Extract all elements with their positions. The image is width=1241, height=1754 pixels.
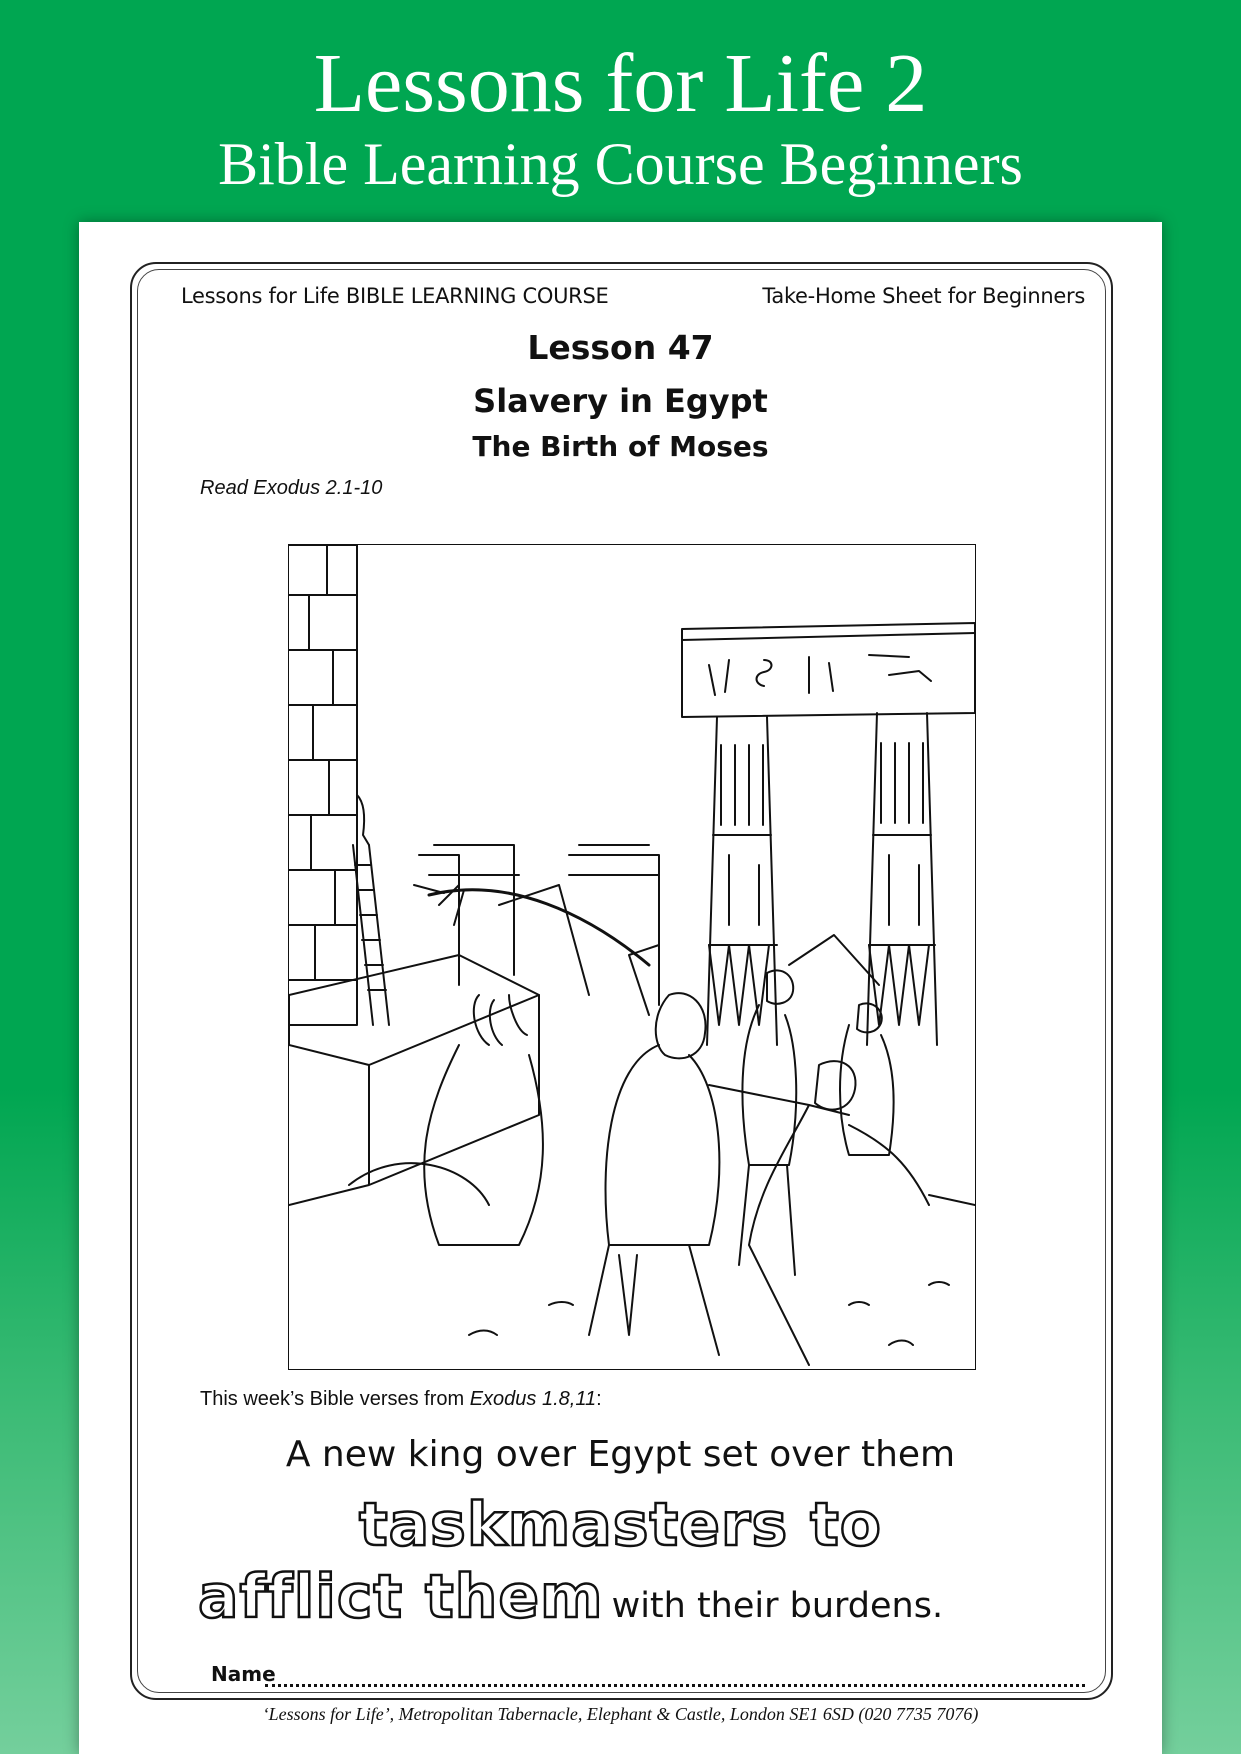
verses-label	[200, 1388, 602, 1411]
taskmaster-figure	[589, 945, 849, 1355]
cover-title: Lessons for Life 2	[313, 37, 928, 130]
publisher-footer: ‘Lessons for Life’, Metropolitan Tabernacle, Elephant & Castle, London SE1 6SD (020 7735 7076)	[262, 1704, 979, 1724]
coloring-illustration	[288, 544, 976, 1370]
reading-reference: Read Exodus 2.1-10	[200, 477, 383, 499]
verse-line-3	[198, 1562, 943, 1632]
ladder	[353, 795, 389, 1025]
temple	[682, 623, 975, 1045]
cover-subtitle: Bible Learning Course Beginners	[218, 131, 1023, 197]
worksheet-page	[79, 222, 1162, 1754]
sheet-type-header: Take-Home Sheet for Beginners	[762, 284, 1085, 308]
name-label: Name	[211, 1662, 276, 1686]
verses-label-suffix: :	[596, 1388, 602, 1410]
verse-line-2-outline: taskmasters to	[359, 1490, 882, 1560]
stone-block	[289, 955, 539, 1205]
course-header: Lessons for Life BIBLE LEARNING COURSE	[181, 284, 609, 308]
lesson-number: Lesson 47	[527, 328, 714, 367]
verses-reference: Exodus 1.8,11	[469, 1388, 597, 1410]
verses-label-prefix: This week’s Bible verses from	[200, 1388, 470, 1410]
verse-line-3-plain: with their burdens.	[611, 1586, 944, 1626]
lesson-subtitle: The Birth of Moses	[472, 430, 769, 463]
brick-wall	[289, 545, 357, 1025]
name-write-line[interactable]	[265, 1684, 1085, 1687]
ground-rocks	[469, 1282, 949, 1345]
distant-buildings	[419, 845, 879, 1005]
cover-banner	[0, 0, 1241, 210]
soldiers-group	[739, 970, 975, 1365]
lesson-title: Slavery in Egypt	[473, 382, 768, 420]
verse-line-3-outline: afflict them	[198, 1562, 604, 1632]
verse-line-1: A new king over Egypt set over them	[285, 1434, 956, 1475]
